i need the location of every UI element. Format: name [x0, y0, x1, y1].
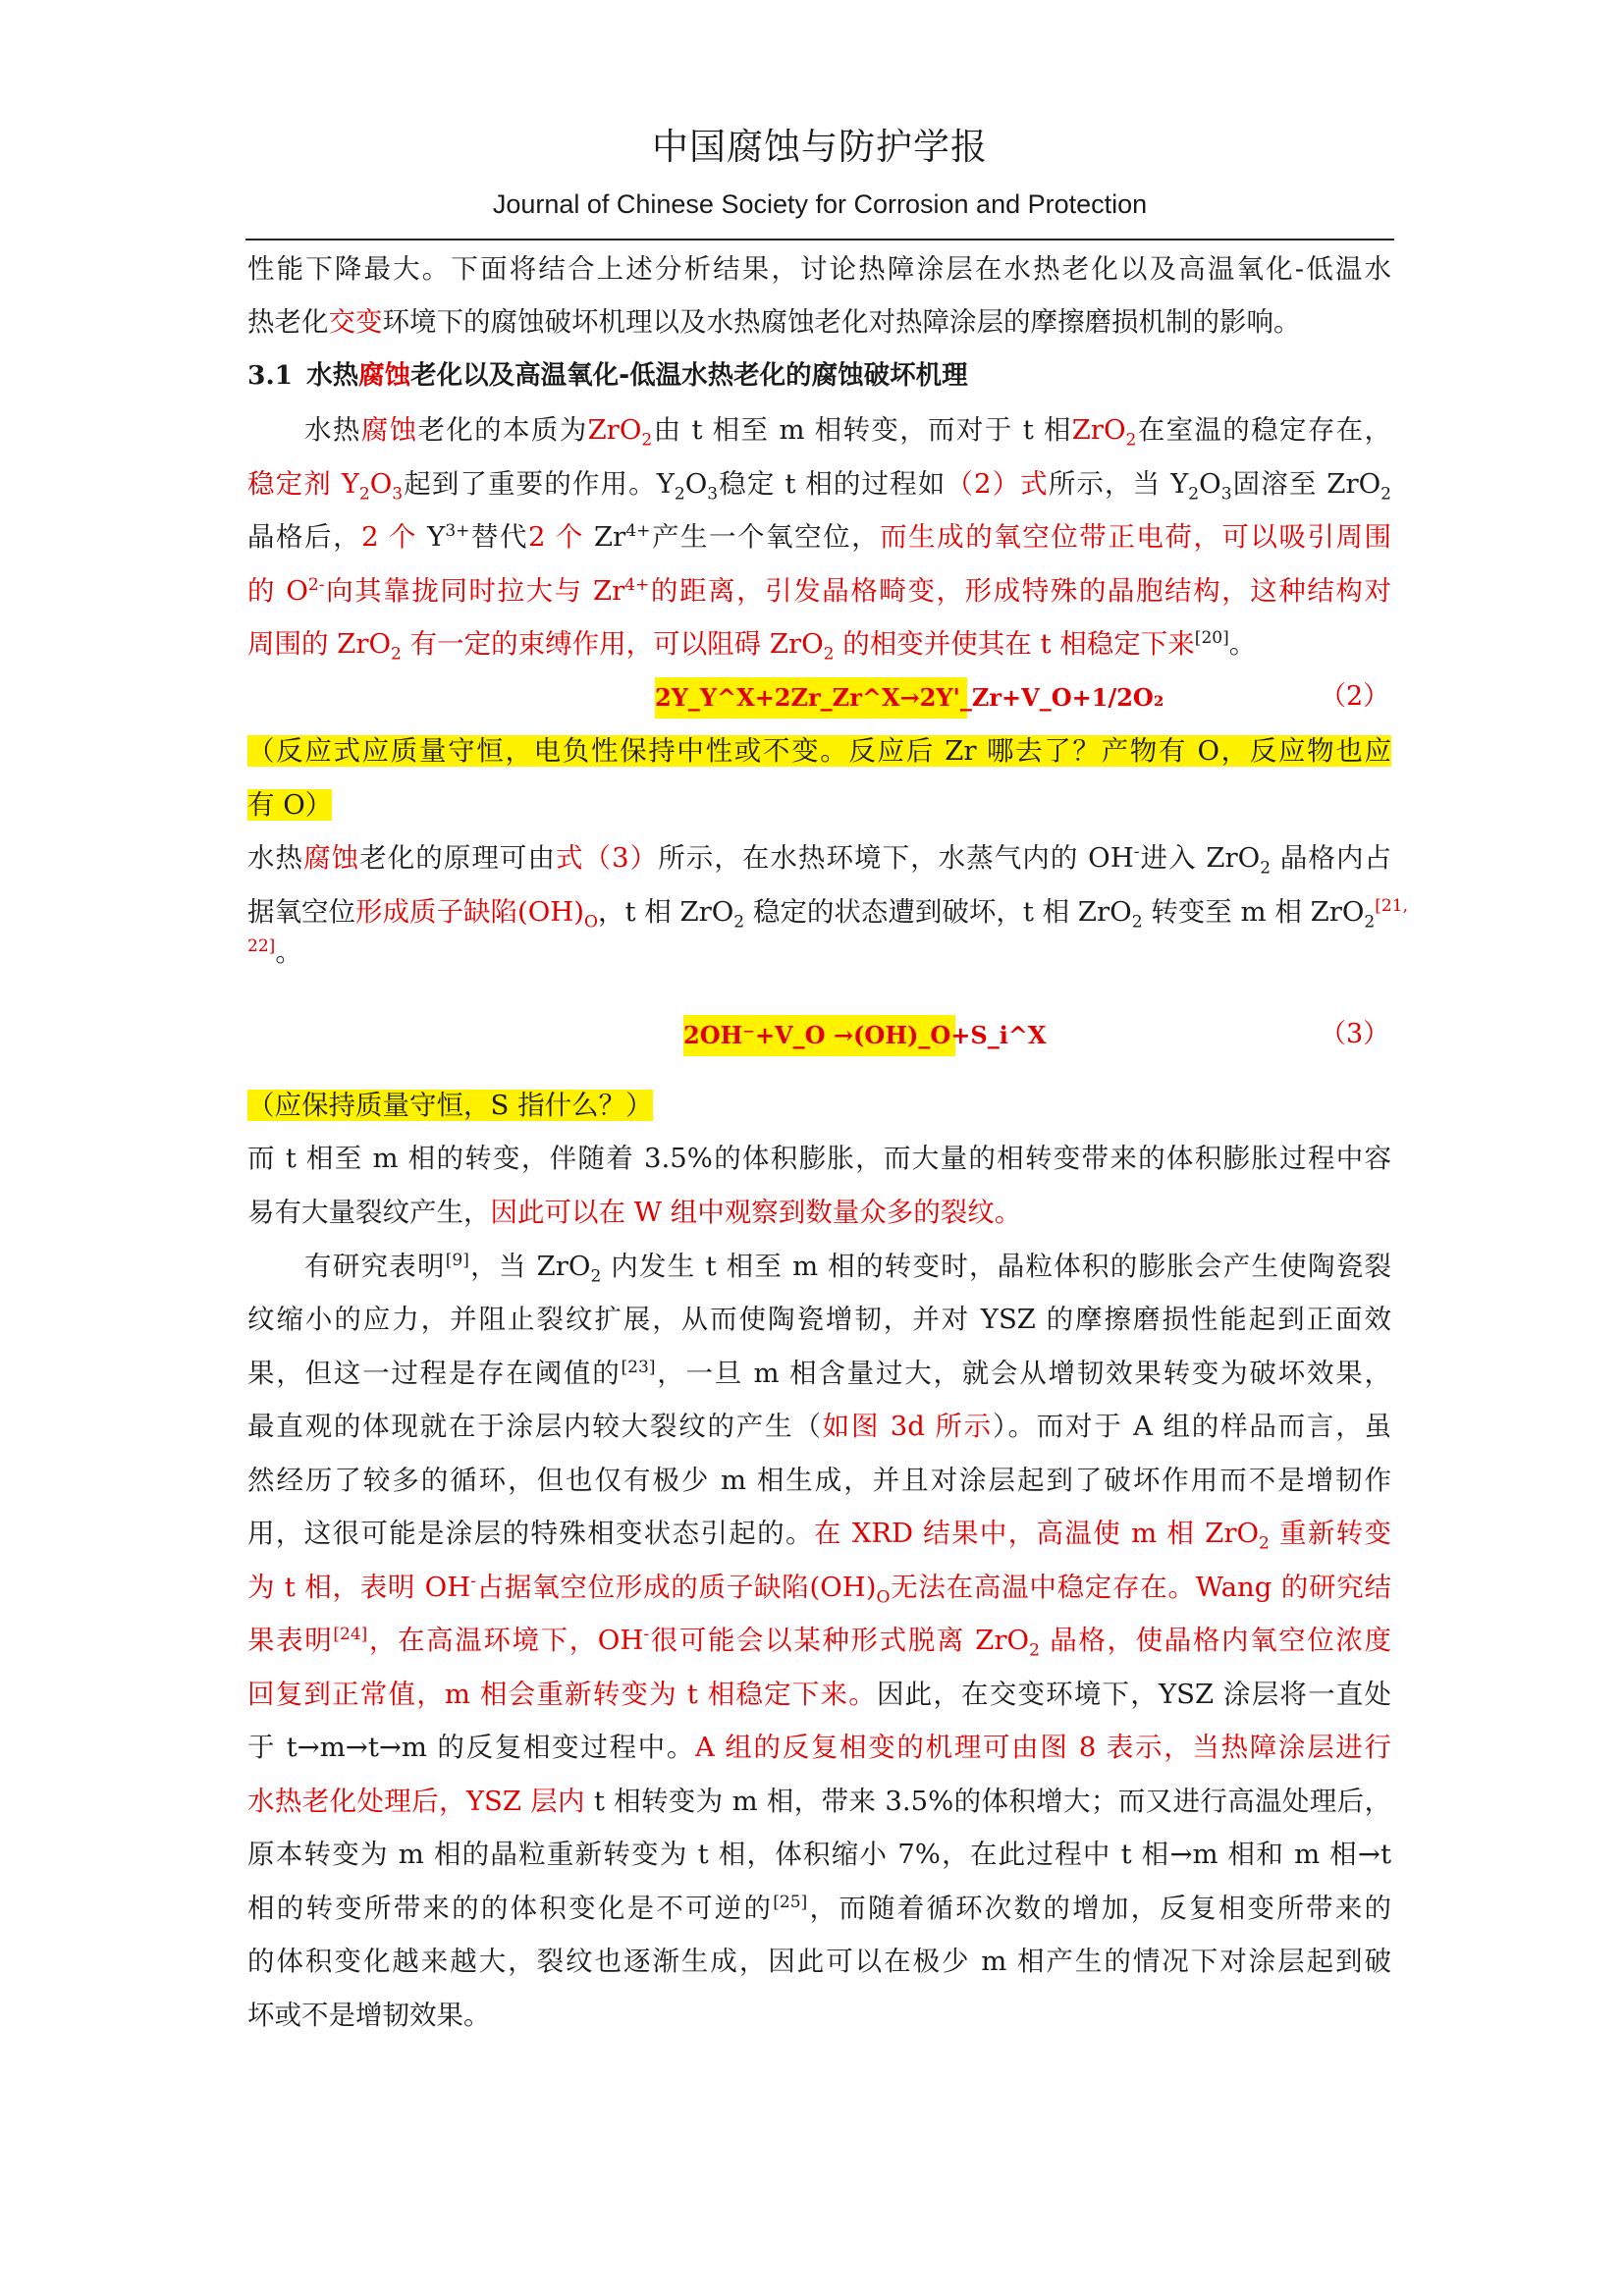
equation-2: 2Y_Y^X+2Zr_Zr^X→2Y'_Zr+V_O+1/2O₂	[655, 677, 967, 719]
equation-2-number: （2）	[1320, 681, 1390, 712]
para4-line-10: 于 t→m→t→m 的反复相变过程中。A 组的反复相变的机理可由图 8 表示，当热障涂层进行	[247, 1732, 1391, 1763]
page-header	[245, 122, 1394, 224]
para4-line-5: 然经历了较多的循环，但也仅有极少 m 相生成，并且对涂层起到了破坏作用而不是增韧作	[247, 1465, 1391, 1496]
intro-line-2: 热老化交变环境下的腐蚀破坏机理以及水热腐蚀老化对热障涂层的摩擦磨损机制的影响。	[247, 306, 1301, 338]
para4-line-2: 纹缩小的应力，并阻止裂纹扩展，从而使陶瓷增韧，并对 YSZ 的摩擦磨损性能起到正面效	[247, 1304, 1391, 1335]
para4-line-15: 坏或不是增韧效果。	[247, 2000, 491, 2031]
para4-line-4: 最直观的体现就在于涂层内较大裂纹的产生（如图 3d 所示）。而对于 A 组的样品而言，虽	[247, 1411, 1391, 1442]
journal-title-cn: 中国腐蚀与防护学报	[652, 126, 988, 168]
para4-line-9: 回复到正常值，m 相会重新转变为 t 相稳定下来。因此，在交变环境下，YSZ 涂层将一直处	[247, 1679, 1391, 1710]
para4-line-6: 用，这很可能是涂层的特殊相变状态引起的。在 XRD 结果中，高温使 m 相 ZrO$_2$ 重新转变	[247, 1518, 1391, 1554]
para1-line-5: 周围的 ZrO$_2$ 有一定的束缚作用，可以阻碍 ZrO$_2$ 的相变并使其在 t 相稳定下来[20]。	[247, 627, 1257, 665]
para4-line-8: 果表明[24]，在高温环境下，OH-很可能会以某种形式脱离 ZrO$_2$ 晶格，使晶格内氧空位浓度	[247, 1624, 1392, 1661]
equation-3-number: （3）	[1320, 1019, 1390, 1049]
para4-line-14: 的体积变化越来越大，裂纹也逐渐生成，因此可以在极少 m 相产生的情况下对涂层起到破	[247, 1946, 1391, 1977]
equation-3: 2OH⁻+V_O →(OH)_O+S_i^X	[683, 1015, 955, 1056]
journal-title-en: Journal of Chinese Society for Corrosion and Protection	[492, 189, 1148, 219]
para4-line-12: 原本转变为 m 相的晶粒重新转变为 t 相，体积缩小 7%，在此过程中 t 相→m 相和 m 相→t	[247, 1839, 1391, 1870]
para3-line-2: 易有大量裂纹产生，因此可以在 W 组中观察到数量众多的裂纹。	[247, 1197, 1022, 1228]
review-note-1-line-1: （反应式应质量守恒，电负性保持中性或不变。反应后 Zr 哪去了？产物有 O，反应物也应	[247, 735, 1391, 767]
para3-line-1: 而 t 相至 m 相的转变，伴随着 3.5%的体积膨胀，而大量的相转变带来的体积膨胀过程中容	[247, 1143, 1391, 1174]
review-note-1-line-2: 有 O）	[247, 789, 333, 821]
para2-line-3: $^{22]}$。	[247, 935, 302, 968]
para1-line-3: 晶格后，2 个 $Y^{3+}$替代2 个 $Zr^{4+}$产生一个氧空位，而生成的氧空位带正电荷，可以吸引周围	[247, 520, 1392, 553]
para1-line-2: 稳定剂 $Y_2O_3$起到了重要的作用。$Y_2O_3$稳定 t 相的过程如（2）式所示，当 $Y_2O_3$固溶至 ZrO$_2$	[247, 468, 1391, 505]
header-rule	[245, 239, 1394, 240]
para1-line-1: 水热腐蚀老化的本质为ZrO$_2$由 t 相至 m 相转变，而对于 t 相ZrO$_2$在室温的稳定存在，	[304, 414, 1392, 451]
para4-line-11: 水热老化处理后，YSZ 层内 t 相转变为 m 相，带来 3.5%的体积增大；而又进行高温处理后，	[247, 1786, 1392, 1817]
para2-line-2: 据氧空位形成质子缺陷$(OH)_O$，t 相 ZrO$_2$ 稳定的状态遭到破坏，t 相 ZrO$_2$ 转变至 m 相 ZrO$_2^{[21,}$	[247, 895, 1408, 933]
intro-line-1: 性能下降最大。下面将结合上述分析结果，讨论热障涂层在水热老化以及高温氧化-低温水	[247, 253, 1391, 285]
para4-line-7: 为 t 相，表明 OH-占据氧空位形成的质子缺陷$(OH)_O$无法在高温中稳定存在。Wang 的研究结	[247, 1571, 1391, 1608]
para4-line-1: 有研究表明[9]，当 ZrO$_2$ 内发生 t 相至 m 相的转变时，晶粒体积的膨胀会产生使陶瓷裂	[304, 1250, 1392, 1287]
para1-line-4: 的 $O^{2-}$向其靠拢同时拉大与 $Zr^{4+}$的距离，引发晶格畸变，形成特殊的晶胞结构，这种结构对	[247, 574, 1391, 607]
section-heading: 3.1 水热腐蚀老化以及高温氧化-低温水热老化的腐蚀破坏机理	[247, 360, 968, 391]
review-note-2: （应保持质量守恒，S 指什么？）	[247, 1090, 653, 1121]
para2-line-1: 水热腐蚀老化的原理可由式（3）所示，在水热环境下，水蒸气内的 OH-进入 ZrO$_2$ 晶格内占	[247, 841, 1391, 879]
para4-line-3: 果，但这一过程是存在阈值的[23]，一旦 m 相含量过大，就会从增韧效果转变为破坏效果，	[247, 1357, 1392, 1389]
para4-line-13: 相的转变所带来的的体积变化是不可逆的[25]，而随着循环次数的增加，反复相变所带来的	[247, 1892, 1392, 1924]
